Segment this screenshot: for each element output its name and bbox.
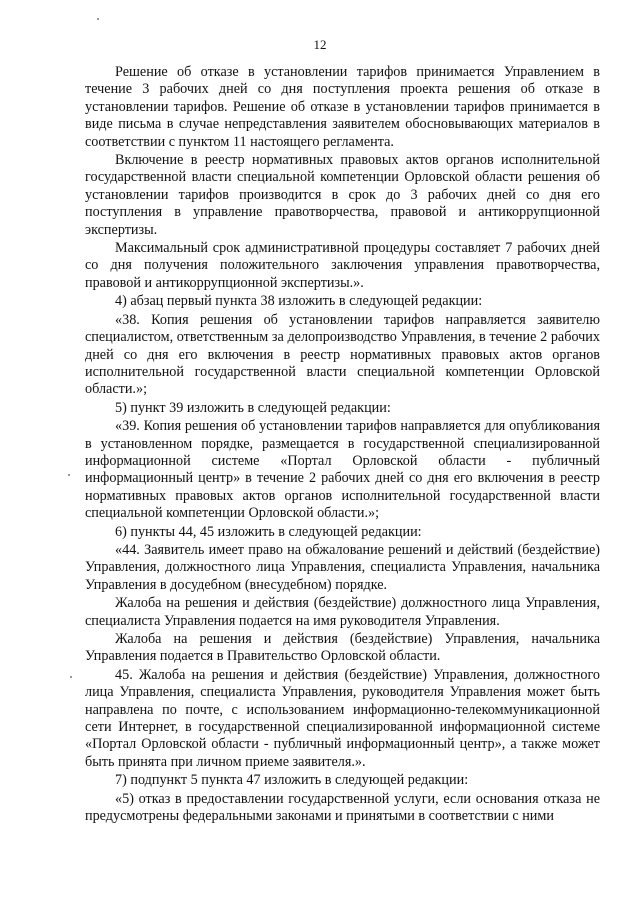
paragraph: 5) пункт 39 изложить в следующей редакции: bbox=[115, 399, 391, 416]
paragraph: «44. Заявитель имеет право на обжалование решений и действий (бездействие) Управления, должностного лица Управления, специалиста Управления, начальника Управления в досудебном (внесудебном) порядке. bbox=[85, 541, 600, 593]
paragraph: 7) подпункт 5 пункта 47 изложить в следующей редакции: bbox=[115, 772, 469, 789]
paragraph: Включение в реестр нормативных правовых актов органов исполнительной государственной власти специальной компетенции Орловской области решения об установлении тарифов производится в срок до 3 рабочих дней со дня его поступления в управление правотворчества, правовой и антикоррупционной экспертизы. bbox=[85, 152, 600, 238]
paragraph: Жалоба на решения и действия (бездействие) Управления, начальника Управления подается в Правительство Орловской области. bbox=[85, 631, 600, 665]
page-number: 12 bbox=[313, 37, 327, 52]
document-body bbox=[85, 64, 600, 826]
paragraph: 6) пункты 44, 45 изложить в следующей редакции: bbox=[115, 523, 422, 540]
paragraph: «39. Копия решения об установлении тарифов направляется для опубликования в установленном порядке, размещается в государственной специализированной информационной системе «Портал Орловской области - публичный информационный центр» в течение 2 рабочих дней со дня его включения в реестр нормативных правовых актов органов исполнительной государственной власти специальной компетенции Орловской области.»; bbox=[85, 418, 600, 522]
paragraph: «5) отказ в предоставлении государственной услуги, если основания отказа не предусмотрены федеральными законами и принятыми в соответствии с ними bbox=[85, 790, 600, 825]
scan-speck bbox=[68, 474, 70, 476]
paragraph: «38. Копия решения об установлении тарифов направляется заявителю специалистом, ответственным за делопроизводство Управления, в течение 2 рабочих дней со дня его включения в реестр нормативных правовых актов органов исполнительной государственной власти специальной компетенции Орловской области.»; bbox=[85, 311, 600, 398]
paragraph: 45. Жалоба на решения и действия (бездействие) Управления, должностного лица Управления, специалиста Управления, руководителя Управления может быть направлена по почте, с использованием информационно-телекоммуникационной сети Интернет, в государственной специализированной информационной системе «Портал Орловской области - публичный информационный центр», а также может быть принята при личном приеме заявителя.». bbox=[85, 666, 600, 770]
paragraph: Максимальный срок административной процедуры составляет 7 рабочих дней со дня получения положительного заключения управления правотворчества, правовой и антикоррупционной экспертизы.». bbox=[85, 240, 600, 291]
paragraph: 4) абзац первый пункта 38 изложить в следующей редакции: bbox=[115, 293, 483, 310]
scan-speck bbox=[70, 676, 72, 678]
scan-speck bbox=[97, 18, 99, 20]
paragraph: Жалоба на решения и действия (бездействие) должностного лица Управления, специалиста Управления подается на имя руководителя Управления. bbox=[85, 595, 600, 629]
paragraph: Решение об отказе в установлении тарифов принимается Управлением в течение 3 рабочих дней со дня поступления проекта решения об отказе в установлении тарифов. Решение об отказе в установлении тарифов принимается в виде письма в случае непредставления заявителем обосновывающих материалов в соответствии с пунктом 11 настоящего регламента. bbox=[85, 64, 600, 150]
